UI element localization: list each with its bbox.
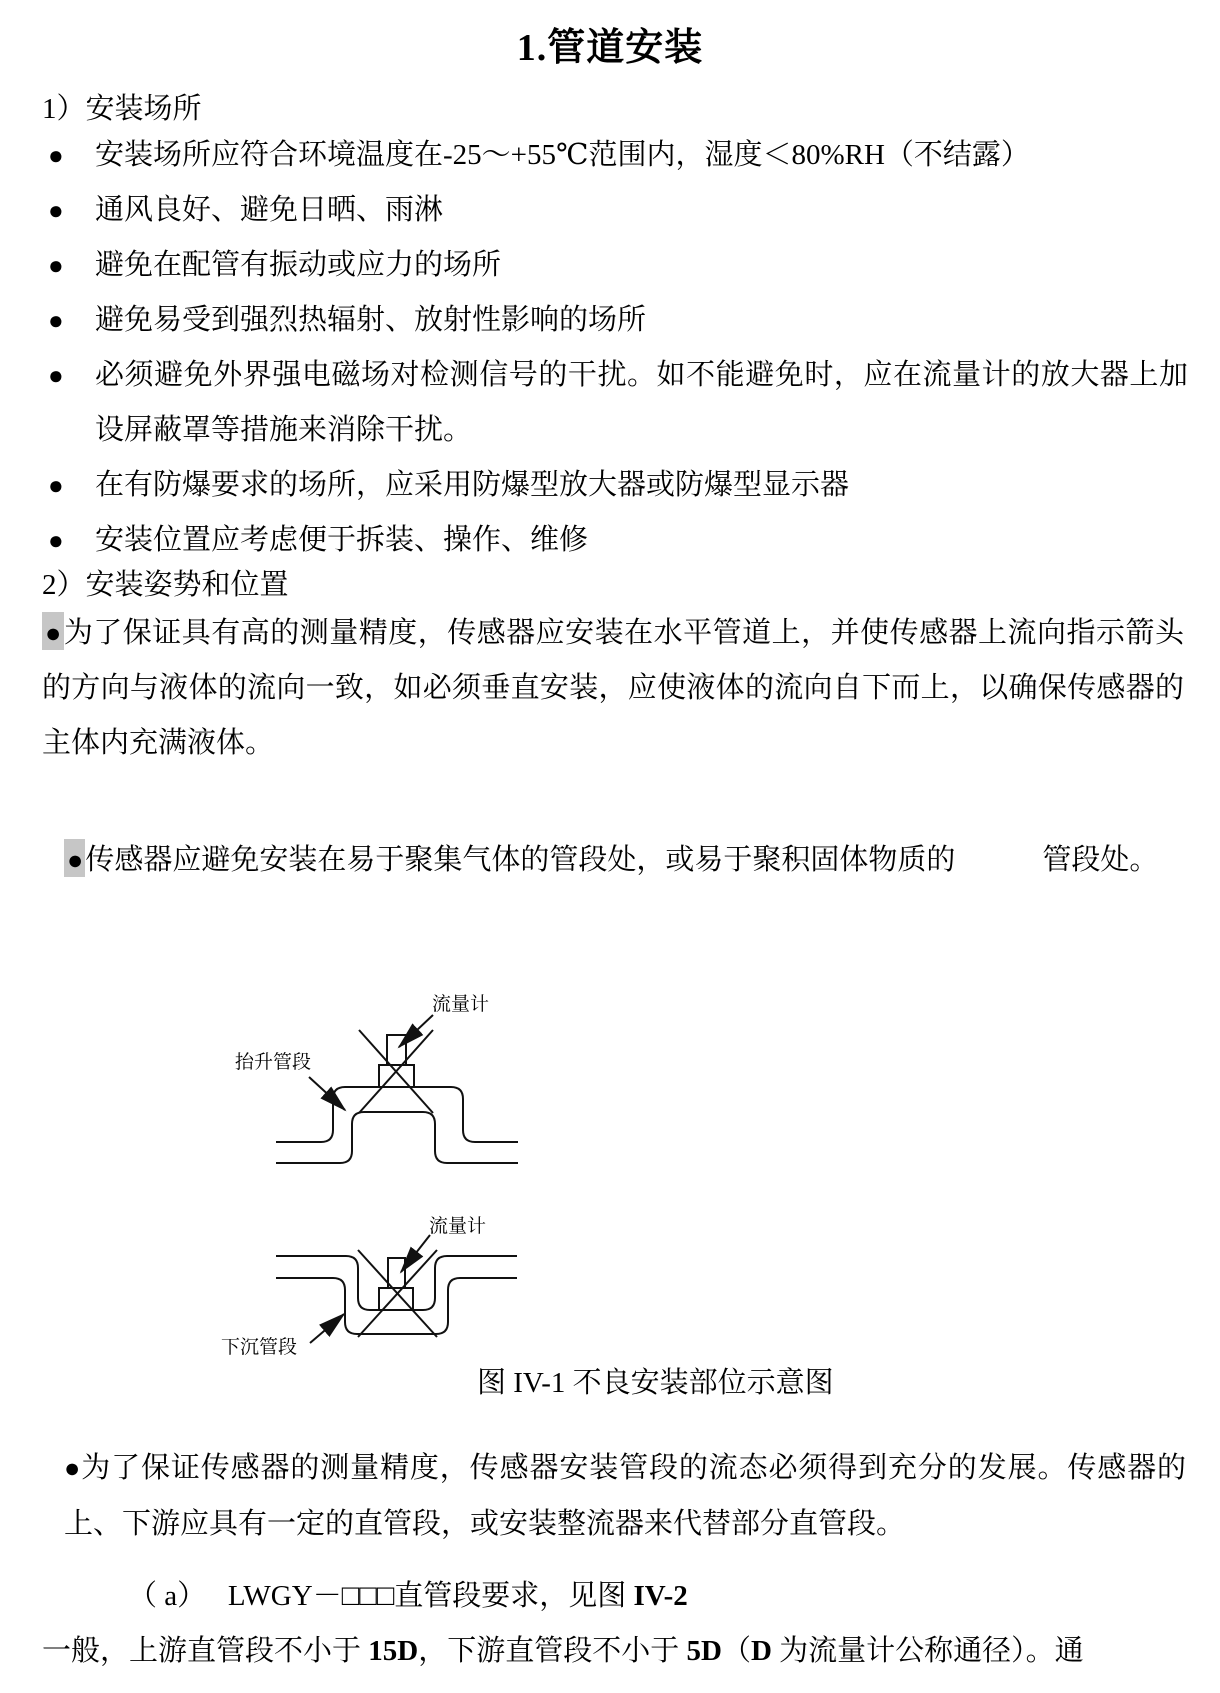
bullet-icon: ● — [48, 251, 64, 280]
list-item-text: 在有防爆要求的场所，应采用防爆型放大器或防爆型显示器 — [95, 469, 850, 501]
bullet-icon: ● — [48, 361, 64, 390]
flowmeter-leader-arrow — [401, 1235, 430, 1272]
highlighted-bullet-icon: ● — [42, 612, 64, 650]
list-item — [42, 183, 1188, 238]
list-item-text: 避免在配管有振动或应力的场所 — [95, 249, 502, 281]
paragraph-text: 为了保证传感器的测量精度，传感器安装管段的流态必须得到充分的发展。传感器的上、下游应具有一定的直管段，或安装整流器来代替部分直管段。 — [64, 1452, 1186, 1540]
highlighted-bullet-icon: ● — [64, 839, 85, 877]
bullet-icon: ● — [48, 196, 64, 225]
bullet-icon: ● — [48, 471, 64, 500]
list-item-text: 必须避免外界强电磁场对检测信号的干扰。如不能避免时，应在流量计的放大器上加设屏蔽罩等措施来消除干扰。 — [95, 359, 1188, 446]
text-segment: ，下游直管段不小于 — [418, 1635, 687, 1667]
figure-reference: IV-2 — [633, 1580, 688, 1612]
pipe-outer-contour — [276, 1087, 518, 1142]
paragraph-flow-condition — [64, 1440, 1186, 1552]
list-item-text: 安装位置应考虑便于拆装、操作、维修 — [95, 524, 589, 556]
list-item — [42, 128, 1188, 183]
line-item-a — [128, 1578, 688, 1614]
list-item — [42, 348, 1188, 458]
text-segment: （ — [721, 1635, 751, 1667]
installation-site-list — [42, 128, 1188, 568]
bullet-icon: ● — [48, 306, 64, 335]
flowmeter-label: 流量计 — [432, 994, 490, 1015]
text-segment-bold: 5D — [686, 1635, 722, 1667]
flowmeter-label: 流量计 — [429, 1216, 487, 1237]
text-segment-bold: D — [750, 1635, 772, 1667]
line-a-text: （ a） LWGY－□□□直管段要求，见图 — [128, 1580, 634, 1612]
page-title: 1.管道安装 — [516, 27, 704, 69]
paragraph-text: 为了保证具有高的测量精度，传感器应安装在水平管道上，并使传感器上流向指示箭头的方向与液体的流向一致，如必须垂直安装，应使液体的流向自下而上，以确保传感器的主体内充满液体。 — [42, 617, 1184, 759]
raised-section-label: 抬升管段 — [235, 1052, 312, 1073]
section2-heading: 2）安装姿势和位置 — [42, 569, 289, 601]
paragraph-avoid-gas — [64, 842, 1186, 879]
text-segment-bold: 15D — [368, 1635, 419, 1667]
list-item — [42, 238, 1188, 293]
text-segment: 一般，上游直管段不小于 — [42, 1635, 369, 1667]
raised-section-leader-arrow — [309, 1077, 345, 1110]
sunken-section-label: 下沉管段 — [221, 1337, 298, 1358]
list-item-text: 避免易受到强烈热辐射、放射性影响的场所 — [95, 304, 647, 336]
flowmeter-body — [388, 1258, 405, 1288]
figure-caption: 图 IV-1 不良安装部位示意图 — [477, 1367, 834, 1399]
list-item-text: 通风良好、避免日晒、雨淋 — [95, 194, 444, 226]
flowmeter-leader-arrow — [399, 1015, 433, 1047]
bullet-icon: ● — [48, 141, 64, 170]
list-item — [42, 513, 1188, 568]
list-item — [42, 293, 1188, 348]
pipe-inner-contour — [276, 1112, 518, 1163]
bullet-icon: ● — [48, 526, 64, 555]
raised-pipe-diagram — [222, 958, 532, 1173]
flowmeter-body — [387, 1035, 406, 1065]
paragraph-horizontal-install — [42, 606, 1184, 771]
text-segment: 为流量计公称通径）。通 — [771, 1635, 1084, 1667]
sunken-section-leader-arrow — [310, 1314, 344, 1343]
sunken-pipe-diagram — [205, 1203, 525, 1361]
line-general-requirement — [42, 1633, 1188, 1669]
bullet-icon: ● — [64, 1453, 82, 1483]
paragraph-text: 传感器应避免安装在易于聚集气体的管段处，或易于聚积固体物质的 管段处。 — [85, 844, 1159, 876]
list-item — [42, 458, 1188, 513]
list-item-text: 安装场所应符合环境温度在-25～+55℃范围内，湿度＜80%RH（不结露） — [95, 139, 1030, 171]
section1-heading: 1）安装场所 — [42, 93, 202, 125]
